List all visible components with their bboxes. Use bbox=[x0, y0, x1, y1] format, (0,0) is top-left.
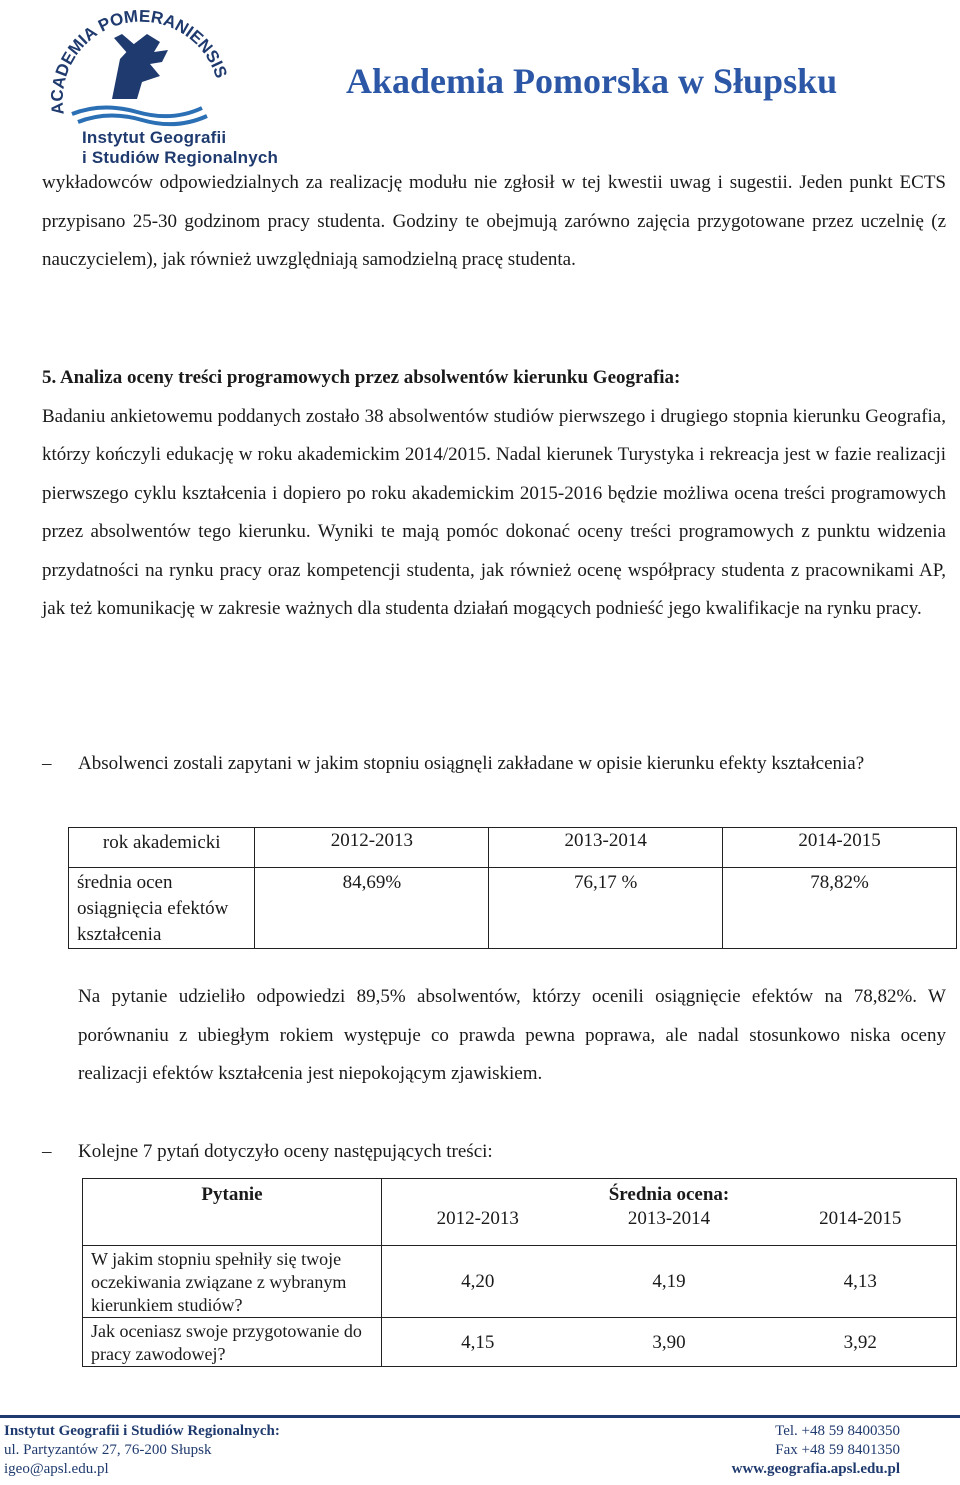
after-table-1-paragraph: Na pytanie udzieliło odpowiedzi 89,5% absolwentów, którzy ocenili osiągnięcie efektów na 78,82%. W porównaniu z ubiegłym rokiem występuje co prawda pewna poprawa, ale nadal stosunkowo niska oceny realizacji efektów kształcenia jest niepokojącym zjawiskiem. bbox=[78, 986, 946, 1084]
footer-institute: Instytut Geografii i Studiów Regionalnych: bbox=[4, 1423, 280, 1439]
table-row bbox=[83, 1179, 957, 1208]
table-cell: 4,19 bbox=[573, 1246, 764, 1318]
table-efekty bbox=[68, 827, 957, 949]
bullet-dash: – bbox=[42, 1141, 52, 1162]
intro-section bbox=[42, 164, 946, 280]
table-cell: 78,82% bbox=[723, 868, 957, 949]
footer-phone: Tel. +48 59 8400350 bbox=[775, 1423, 900, 1439]
logo-arc-text: ACADEMIA POMERANIENSIS bbox=[47, 6, 231, 116]
table-cell: średnia ocen osiągnięcia efektów kształcenia bbox=[69, 868, 255, 949]
footer-divider bbox=[0, 1415, 960, 1418]
table-header-cell: 2013-2014 bbox=[573, 1207, 764, 1246]
table-cell: 3,92 bbox=[765, 1318, 957, 1367]
table-header-cell: Pytanie bbox=[83, 1179, 382, 1246]
table-cell: Jak oceniasz swoje przygotowanie do pracy zawodowej? bbox=[83, 1318, 382, 1367]
table-header-cell: 2012-2013 bbox=[382, 1207, 574, 1246]
bullet-1 bbox=[42, 745, 946, 784]
table-cell: 4,15 bbox=[382, 1318, 574, 1367]
table-header-cell: Średnia ocena: bbox=[382, 1179, 957, 1208]
table-header-cell: 2014-2015 bbox=[765, 1207, 957, 1246]
table-row bbox=[69, 828, 957, 868]
footer-email-link[interactable]: igeo@apsl.edu.pl bbox=[4, 1461, 109, 1477]
table-header-cell: 2014-2015 bbox=[723, 828, 957, 868]
section-5 bbox=[42, 359, 946, 629]
footer-fax: Fax +48 59 8401350 bbox=[775, 1442, 900, 1458]
table-cell: 84,69% bbox=[255, 868, 489, 949]
page-header-title: Akademia Pomorska w Słupsku bbox=[346, 61, 838, 101]
section-5-heading: 5. Analiza oceny treści programowych przez absolwentów kierunku Geografia: bbox=[42, 367, 681, 388]
table-header-cell: rok akademicki bbox=[69, 828, 255, 868]
table-cell: 4,20 bbox=[382, 1246, 574, 1318]
institute-logo bbox=[42, 4, 279, 167]
logo-line-2: i Studiów Regionalnych bbox=[82, 148, 279, 167]
intro-paragraph: wykładowców odpowiedzialnych za realizację modułu nie zgłosił w tej kwestii uwag i sugestii. Jeden punkt ECTS przypisano 25-30 godzinom pracy studenta. Godziny te obejmują zarówno zajęcia przygotowane przez uczelnię (z nauczycielem), jak również uwzględniają samodzielną pracę studenta. bbox=[42, 172, 946, 270]
logo-line-1: Instytut Geografii bbox=[82, 128, 227, 147]
table-row bbox=[83, 1246, 957, 1318]
table-header-cell: 2013-2014 bbox=[489, 828, 723, 868]
bullet-dash: – bbox=[42, 753, 52, 774]
bullet-2-text: Kolejne 7 pytań dotyczyło oceny następujących treści: bbox=[78, 1141, 493, 1162]
page-footer bbox=[0, 1415, 960, 1485]
footer-address: ul. Partyzantów 27, 76-200 Słupsk bbox=[4, 1442, 212, 1458]
table-cell: 3,90 bbox=[573, 1318, 764, 1367]
griffin-emblem-icon bbox=[42, 4, 232, 129]
table-cell: W jakim stopniu spełniły się twoje oczekiwania związane z wybranym kierunkiem studiów? bbox=[83, 1246, 382, 1318]
section-5-body: Badaniu ankietowemu poddanych zostało 38 absolwentów studiów pierwszego i drugiego stopnia kierunku Geografia, którzy kończyli edukację w roku akademickim 2014/2015. Nadal kierunek Turystyka i rekreacja jest w fazie realizacji pierwszego cyklu kształcenia i dopiero po roku akademickim 2015-2016 będzie możliwa ocena treści programowych przez absolwentów tego kierunku. Wyniki te mają pomóc dokonać oceny treści programowych z punktu widzenia przydatności na rynku pracy oraz kompetencji studenta, jak również ocenę współpracy studenta z pracownikami AP, jak też komunikację w zakresie ważnych dla studenta działań mogących podnieść jego kwalifikacje na rynku pracy. bbox=[42, 405, 946, 619]
bullet-2 bbox=[42, 1133, 946, 1172]
table-cell: 4,13 bbox=[765, 1246, 957, 1318]
table-ocena-tresci bbox=[82, 1178, 957, 1367]
footer-website-link[interactable]: www.geografia.apsl.edu.pl bbox=[731, 1461, 900, 1477]
table-header-cell: 2012-2013 bbox=[255, 828, 489, 868]
bullet-1-text: Absolwenci zostali zapytani w jakim stopniu osiągnęli zakładane w opisie kierunku efekty kształcenia? bbox=[78, 753, 865, 774]
table-row bbox=[83, 1318, 957, 1367]
table-row bbox=[69, 868, 957, 949]
table-cell: 76,17 % bbox=[489, 868, 723, 949]
